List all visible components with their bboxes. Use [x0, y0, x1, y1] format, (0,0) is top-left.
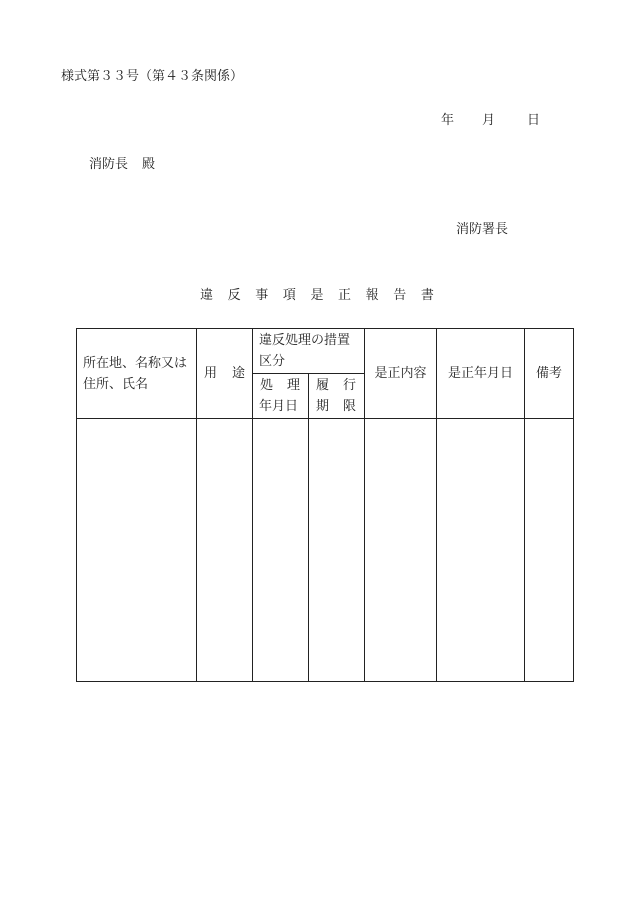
entry-correction-content-cell[interactable] — [365, 419, 437, 682]
date-line — [441, 113, 540, 129]
header-use — [197, 329, 253, 419]
header-correction-date: 是正年月日 — [437, 329, 525, 419]
title-char: 報 — [365, 288, 394, 303]
entry-processing-date-cell[interactable] — [253, 419, 309, 682]
entry-use-cell[interactable] — [197, 419, 253, 682]
title-char: 書 — [420, 288, 449, 303]
title-char: 反 — [227, 288, 256, 303]
header-correction-content: 是正内容 — [365, 329, 437, 419]
addressee-name: 消防長 — [89, 157, 129, 172]
addressee — [89, 157, 155, 173]
form-number: 様式第３３号（第４３条関係） — [61, 69, 244, 84]
header-measure — [253, 329, 365, 374]
sub-deadline-b: 行 — [343, 378, 357, 393]
sub-deadline-c: 期 — [316, 399, 330, 414]
table-row — [77, 419, 574, 682]
sender: 消防署長 — [456, 222, 509, 237]
header-measure-line1: 違反処理の措置 — [259, 333, 351, 348]
header-measure-line2: 区分 — [259, 354, 286, 369]
entry-remarks-cell[interactable] — [525, 419, 574, 682]
entry-address-cell[interactable] — [77, 419, 197, 682]
sub-processing-a: 処 — [260, 378, 274, 393]
report-title — [200, 288, 448, 304]
header-address — [77, 329, 197, 419]
report-table — [76, 328, 574, 682]
date-month-label: 月 — [482, 113, 496, 128]
title-char: 是 — [310, 288, 339, 303]
header-use-a: 用 — [204, 366, 218, 381]
title-char: 告 — [393, 288, 421, 303]
header-address-line2: 住所、氏名 — [83, 376, 149, 392]
title-char: 項 — [282, 288, 311, 303]
sub-deadline-d: 限 — [343, 399, 357, 414]
header-remarks: 備考 — [525, 329, 574, 419]
entry-deadline-cell[interactable] — [309, 419, 365, 682]
header-row — [77, 329, 574, 374]
sub-processing-b: 理 — [286, 378, 300, 393]
sub-processing-line2: 年月日 — [259, 399, 299, 414]
title-char: 正 — [338, 288, 366, 303]
date-day-label: 日 — [527, 113, 541, 128]
header-address-line1: 所在地、名称又は — [83, 355, 188, 371]
sub-deadline-a: 履 — [316, 378, 330, 393]
title-char: 違 — [200, 288, 228, 303]
title-char: 事 — [255, 288, 283, 303]
entry-correction-date-cell[interactable] — [437, 419, 525, 682]
subheader-processing-date — [253, 374, 309, 419]
addressee-honorific: 殿 — [142, 157, 156, 172]
date-year-label: 年 — [441, 113, 455, 128]
subheader-deadline — [309, 374, 365, 419]
header-use-b: 途 — [231, 366, 245, 381]
